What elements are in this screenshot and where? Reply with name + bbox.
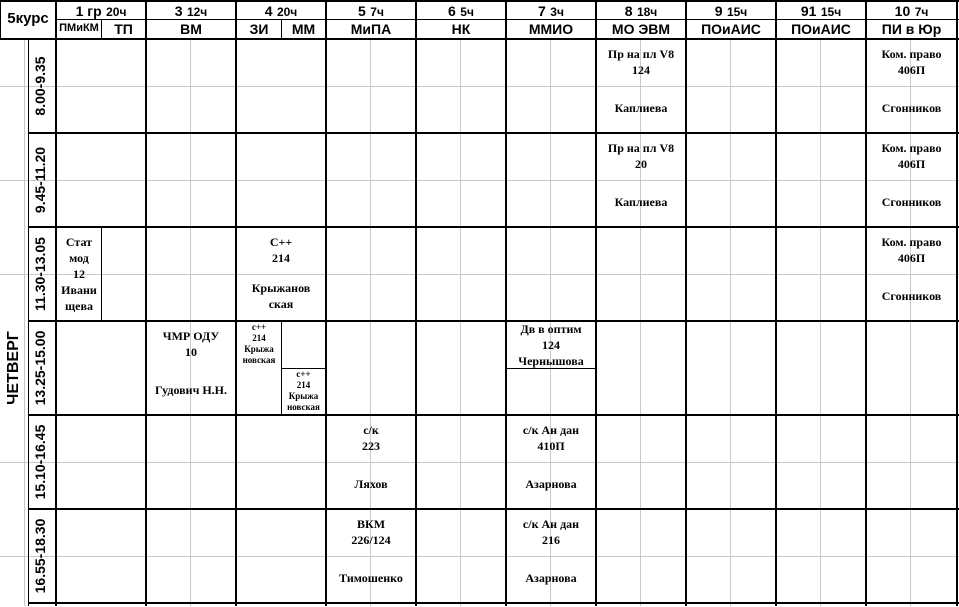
gridline — [0, 462, 959, 463]
group-hours: 7ч — [370, 5, 384, 19]
lesson-teacher: Сгонников — [881, 101, 942, 115]
lesson-subject: с++ — [296, 369, 311, 379]
gridline — [640, 40, 641, 606]
subject-pmikm: ПМиКМ — [59, 22, 99, 34]
lesson-room: 214 — [252, 333, 266, 343]
time-slot-4: 13.25-15.00 — [32, 330, 48, 406]
lesson-subject: с/к Ан дан — [522, 423, 580, 437]
lesson-subject: ВКМ — [356, 517, 386, 531]
lesson-room: 406П — [897, 251, 926, 265]
lesson-room: 124 — [542, 338, 560, 352]
group-hours: 15ч — [726, 5, 748, 19]
lesson-subject: Ком. право — [881, 235, 942, 249]
lesson-subject: Пр на пл V8 — [607, 141, 675, 155]
lesson-subject: с/к — [363, 423, 379, 437]
lesson-teacher: ская — [268, 297, 294, 311]
lesson-teacher: Ляхов — [354, 477, 388, 491]
border — [101, 228, 102, 320]
gridline — [24, 40, 25, 606]
time-slot-2: 9.45-11.20 — [32, 146, 48, 214]
group-hours: 18ч — [636, 5, 658, 19]
lesson-room: 410П — [537, 439, 565, 453]
border — [28, 414, 959, 416]
gridline — [730, 40, 731, 606]
group-hours: 5ч — [460, 5, 474, 19]
border — [956, 0, 958, 606]
lesson-teacher: Азарнова — [525, 571, 577, 585]
lesson-teacher: Крыжа — [244, 344, 274, 354]
lesson-room: 406П — [897, 63, 926, 77]
lesson-subject: с++ — [251, 322, 267, 332]
group-number: 5 — [358, 3, 366, 19]
lesson-subject: с/к Ан дан — [522, 517, 580, 531]
subject-zi: ЗИ — [249, 21, 269, 37]
border — [775, 0, 777, 606]
lesson-teacher: щева — [65, 299, 93, 313]
border — [0, 0, 1, 40]
border — [685, 0, 687, 606]
lesson-teacher: Тимошенко — [339, 571, 403, 585]
lesson-room: 124 — [632, 63, 650, 77]
lesson-room: 20 — [635, 157, 647, 171]
lesson-room: 223 — [362, 439, 380, 453]
lesson-subject: C++ — [269, 235, 293, 249]
course-label: 5курс — [7, 10, 49, 27]
gridline — [820, 40, 821, 606]
lesson-room: 214 — [296, 380, 311, 390]
group-4-header — [237, 3, 325, 21]
lesson-subject: Стат — [65, 235, 93, 249]
lesson-teacher: Каплиева — [614, 101, 668, 115]
lesson-subject: ЧМР ОДУ — [162, 329, 220, 343]
group-91-header — [777, 3, 865, 21]
lesson-subject: Дв в оптим — [520, 322, 582, 336]
lesson-room: 214 — [272, 251, 290, 265]
lesson-room: 226/124 — [351, 533, 391, 547]
subject-pi-v-yur: ПИ в Юр — [881, 21, 942, 37]
group-hours: 15ч — [820, 5, 842, 19]
group-5-header — [327, 3, 415, 21]
subject-tp: ТП — [114, 21, 133, 37]
group-hours: 12ч — [186, 5, 208, 19]
lesson-teacher: Азарнова — [525, 477, 577, 491]
lesson-teacher: Сгонников — [881, 195, 942, 209]
lesson-room: 10 — [185, 345, 197, 359]
lesson-teacher: Крыжа — [288, 391, 319, 401]
group-number: 3 — [174, 3, 183, 19]
group-9-header — [687, 3, 775, 21]
subject-poiais: ПОиАИС — [701, 21, 761, 37]
group-6-header — [417, 3, 505, 21]
border — [0, 0, 959, 2]
border — [28, 40, 29, 606]
lesson-subject: Ком. право — [881, 141, 942, 155]
group-hours: 7ч — [914, 5, 929, 19]
border — [28, 602, 959, 604]
day-label: ЧЕТВЕРГ — [5, 331, 22, 405]
group-number: 9 — [714, 3, 723, 19]
group-hours: 20ч — [106, 5, 127, 19]
group-hours: 20ч — [276, 5, 298, 19]
border — [595, 0, 597, 606]
border — [28, 508, 959, 510]
lesson-teacher: Каплиева — [614, 195, 668, 209]
lesson-teacher: Чернышова — [518, 354, 584, 368]
group-number: 4 — [264, 3, 273, 19]
group-number: 10 — [894, 3, 911, 19]
gridline — [910, 40, 911, 606]
group-1-header — [57, 3, 145, 21]
gridline — [0, 86, 959, 87]
lesson-subject: Пр на пл V8 — [607, 47, 675, 61]
subject-mo-evm: МО ЭВМ — [611, 21, 671, 37]
lesson-room: 12 — [73, 267, 85, 281]
border — [415, 0, 417, 606]
border — [28, 132, 959, 134]
gridline — [0, 180, 959, 181]
lesson-room: 406П — [897, 157, 926, 171]
border — [28, 320, 959, 322]
lesson-teacher: Крыжанов — [251, 281, 311, 295]
lesson-room: 216 — [542, 533, 560, 547]
gridline — [460, 40, 461, 606]
time-slot-6: 16.55-18.30 — [32, 518, 48, 594]
group-3-header — [147, 3, 235, 21]
group-number: 7 — [538, 3, 546, 19]
lesson-teacher: Ивани — [61, 283, 97, 297]
group-7-header — [507, 3, 595, 21]
group-hours: 3ч — [550, 5, 564, 19]
subject-mipa: МиПА — [350, 21, 392, 37]
lesson-teacher: Гудович Н.Н. — [154, 383, 228, 397]
lesson-teacher: новская — [287, 402, 320, 412]
group-number: 1 гр — [75, 3, 102, 19]
time-slot-1: 8.00-9.35 — [32, 56, 48, 116]
lesson-subject: Ком. право — [881, 47, 942, 61]
subject-poiais: ПОиАИС — [791, 21, 851, 37]
subject-vm: ВМ — [180, 21, 202, 37]
gridline — [0, 556, 959, 557]
subject-mm: ММ — [291, 21, 316, 37]
subject-nk: НК — [451, 21, 471, 37]
lesson-teacher: новская — [242, 355, 276, 365]
time-slot-5: 15.10-16.45 — [32, 424, 48, 500]
border — [145, 0, 147, 606]
subject-mmio: ММИО — [528, 21, 574, 37]
group-number: 6 — [448, 3, 456, 19]
border — [28, 226, 959, 228]
group-10-header — [867, 3, 956, 21]
group-number: 8 — [624, 3, 633, 19]
gridline — [0, 274, 959, 275]
lesson-subject: мод — [69, 251, 89, 265]
gridline — [190, 40, 191, 606]
border — [0, 38, 959, 40]
group-8-header — [597, 3, 685, 21]
group-number: 91 — [800, 3, 817, 19]
lesson-teacher: Сгонников — [881, 289, 942, 303]
time-slot-3: 11.30-13.05 — [32, 237, 48, 311]
